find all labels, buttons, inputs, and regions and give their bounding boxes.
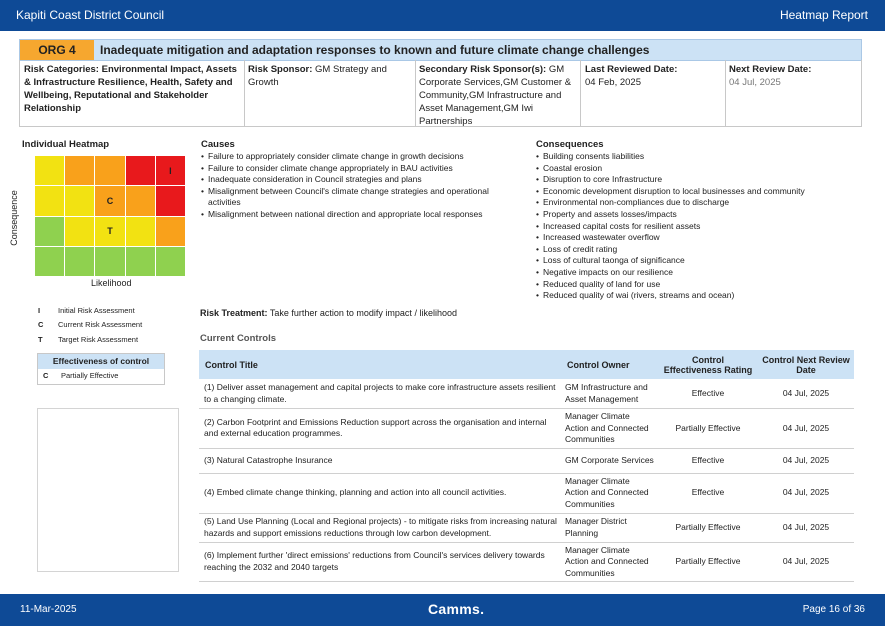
list-item: • Increased capital costs for resilient assets — [536, 221, 856, 233]
control-title-cell: (2) Carbon Footprint and Emissions Reduction support across the organisation and internal and external education programmes. — [199, 409, 561, 449]
table-row — [199, 513, 854, 542]
table-row — [199, 542, 854, 582]
control-review-date-cell: 04 Jul, 2025 — [758, 473, 854, 513]
causes-list — [201, 151, 501, 221]
heatmap-cell — [35, 186, 64, 215]
control-rating-cell: Effective — [658, 380, 758, 409]
consequences-title: Consequences — [536, 139, 604, 150]
control-owner-cell: Manager Climate Action and Connected Communities — [561, 473, 658, 513]
divider — [580, 60, 581, 126]
report-header — [0, 0, 885, 31]
heatmap-marker: I — [169, 165, 172, 176]
heatmap-cell — [95, 156, 124, 185]
consequences-list — [536, 151, 856, 302]
control-title-cell: (6) Implement further 'direct emissions' reductions from Council's services delivery towards reaching the 2032 and 2040 targets — [199, 542, 561, 582]
heatmap-cell — [126, 247, 155, 276]
heatmap-cell — [156, 156, 185, 185]
risk-title: Inadequate mitigation and adaptation responses to known and future climate change challenges — [100, 43, 650, 57]
page-number: Page 16 of 36 — [802, 604, 865, 615]
list-item: • Building consents liabilities — [536, 151, 856, 163]
list-item: • Failure to appropriately consider climate change in growth decisions — [201, 151, 501, 163]
effectiveness-legend-row: C Partially Effective — [43, 371, 119, 380]
control-rating-cell: Partially Effective — [658, 513, 758, 542]
list-item: • Misalignment between national direction and appropriate local responses — [201, 209, 501, 221]
list-item: • Loss of cultural taonga of significance — [536, 255, 856, 267]
legend-item: T Target Risk Assessment — [38, 335, 139, 344]
list-item: • Failure to consider climate change appropriately in BAU activities — [201, 163, 501, 175]
list-item: • Environmental non-compliances due to discharge — [536, 197, 856, 209]
risk-info-table — [19, 60, 862, 127]
risk-treatment: Risk Treatment: Take further action to modify impact / likelihood — [200, 308, 457, 318]
heatmap-cell — [95, 186, 124, 215]
control-review-date-cell: 04 Jul, 2025 — [758, 380, 854, 409]
risk-code-badge: ORG 4 — [20, 40, 94, 60]
control-review-date-cell: 04 Jul, 2025 — [758, 542, 854, 582]
last-reviewed-value: 04 Feb, 2025 — [585, 77, 641, 88]
control-title-cell: (4) Embed climate change thinking, planning and action into all council activities. — [199, 473, 561, 513]
council-name: Kapiti Coast District Council — [16, 8, 165, 22]
next-review: Next Review Date: 04 Jul, 2025 — [729, 64, 812, 88]
list-item: • Inadequate consideration in Council strategies and plans — [201, 174, 501, 186]
list-item: • Disruption to core Infrastructure — [536, 174, 856, 186]
control-rating-cell: Partially Effective — [658, 409, 758, 449]
control-review-date-cell: 04 Jul, 2025 — [758, 448, 854, 473]
column-header: Control Owner — [561, 350, 658, 380]
secondary-risk-sponsor: Secondary Risk Sponsor(s): GM Corporate Services,GM Customer & Community,GM Infrastructure and Asset Management,GM Iwi Partnerships — [419, 64, 572, 127]
control-review-date-cell: 04 Jul, 2025 — [758, 409, 854, 449]
list-item: • Reduced quality of land for use — [536, 279, 856, 291]
risk-sponsor-value: GM Strategy and Growth — [248, 64, 387, 88]
heatmap-cell — [156, 247, 185, 276]
camms-logo: Camms. — [428, 601, 485, 617]
control-owner-cell: GM Corporate Services — [561, 448, 658, 473]
heatmap-cell — [156, 217, 185, 246]
column-header: Control Effectiveness Rating — [658, 350, 758, 380]
list-item: • Misalignment between Council's climate change strategies and operational activities — [201, 186, 501, 209]
heatmap-cell — [65, 156, 94, 185]
heatmap-cell — [35, 217, 64, 246]
risk-heading — [19, 39, 862, 61]
list-item: • Reduced quality of wai (rivers, streams and ocean) — [536, 290, 856, 302]
control-owner-cell: Manager District Planning — [561, 513, 658, 542]
table-row — [199, 448, 854, 473]
control-title-cell: (5) Land Use Planning (Local and Regional projects) - to mitigate risks from increasing natural hazards and support emissions reductions through low carbon development. — [199, 513, 561, 542]
effectiveness-legend — [37, 353, 165, 385]
list-item: • Economic development disruption to local businesses and community — [536, 186, 856, 198]
empty-panel — [37, 408, 179, 572]
legend-item: I Initial Risk Assessment — [38, 306, 135, 315]
heatmap-cell — [156, 186, 185, 215]
causes-title: Causes — [201, 139, 235, 150]
last-reviewed: Last Reviewed Date: 04 Feb, 2025 — [585, 64, 678, 88]
controls-table — [199, 350, 854, 582]
legend-item: C Current Risk Assessment — [38, 320, 143, 329]
current-controls-title: Current Controls — [200, 333, 276, 344]
risk-categories-value: Environmental Impact, Assets & Infrastructure Resilience, Health, Safety and Wellbeing, Reputational and Stakeholder Relationship — [24, 64, 237, 114]
control-rating-cell: Effective — [658, 448, 758, 473]
heatmap-cell — [65, 186, 94, 215]
control-title-cell: (1) Deliver asset management and capital projects to make core infrastructure assets resilient to a changing climate. — [199, 380, 561, 409]
list-item: • Property and assets losses/impacts — [536, 209, 856, 221]
heatmap-cell — [126, 186, 155, 215]
heatmap-cell — [35, 156, 64, 185]
column-header: Control Title — [199, 350, 561, 380]
heatmap-x-axis-label: Likelihood — [91, 278, 132, 288]
control-owner-cell: Manager Climate Action and Connected Communities — [561, 409, 658, 449]
heatmap-cell — [126, 217, 155, 246]
divider — [244, 60, 245, 126]
risk-treatment-value: Take further action to modify impact / likelihood — [269, 308, 457, 318]
column-header: Control Next Review Date — [758, 350, 854, 380]
next-review-value: 04 Jul, 2025 — [729, 77, 781, 88]
control-owner-cell: Manager Climate Action and Connected Communities — [561, 542, 658, 582]
effectiveness-legend-title: Effectiveness of control — [38, 354, 164, 369]
report-name: Heatmap Report — [779, 8, 868, 22]
divider — [415, 60, 416, 126]
secondary-risk-sponsor-value: GM Corporate Services,GM Customer & Community,GM Infrastructure and Asset Management,GM Iwi Partnerships — [419, 64, 572, 127]
divider — [725, 60, 726, 126]
heatmap-cell — [95, 217, 124, 246]
heatmap-grid — [35, 156, 185, 276]
control-rating-cell: Effective — [658, 473, 758, 513]
controls-header-row — [199, 350, 854, 380]
table-row — [199, 473, 854, 513]
risk-categories: Risk Categories: Environmental Impact, Assets & Infrastructure Resilience, Health, Safety and Wellbeing, Reputational and Stakeholder Relationship — [24, 64, 237, 114]
heatmap-marker: C — [106, 195, 114, 206]
table-row — [199, 380, 854, 409]
report-footer — [0, 594, 885, 626]
control-title-cell: (3) Natural Catastrophe Insurance — [199, 448, 561, 473]
heatmap-marker: T — [107, 226, 113, 237]
footer-date: 11-Mar-2025 — [20, 604, 77, 615]
list-item: • Loss of credit rating — [536, 244, 856, 256]
heatmap-title: Individual Heatmap — [22, 139, 110, 150]
control-review-date-cell: 04 Jul, 2025 — [758, 513, 854, 542]
heatmap-cell — [95, 247, 124, 276]
table-row — [199, 409, 854, 449]
control-owner-cell: GM Infrastructure and Asset Management — [561, 380, 658, 409]
list-item: • Increased wastewater overflow — [536, 232, 856, 244]
list-item: • Negative impacts on our resilience — [536, 267, 856, 279]
heatmap-y-axis-label: Consequence — [9, 190, 19, 246]
control-rating-cell: Partially Effective — [658, 542, 758, 582]
heatmap-cell — [65, 247, 94, 276]
list-item: • Coastal erosion — [536, 163, 856, 175]
risk-sponsor: Risk Sponsor: GM Strategy and Growth — [248, 64, 387, 88]
heatmap-cell — [65, 217, 94, 246]
heatmap-cell — [126, 156, 155, 185]
heatmap-cell — [35, 247, 64, 276]
